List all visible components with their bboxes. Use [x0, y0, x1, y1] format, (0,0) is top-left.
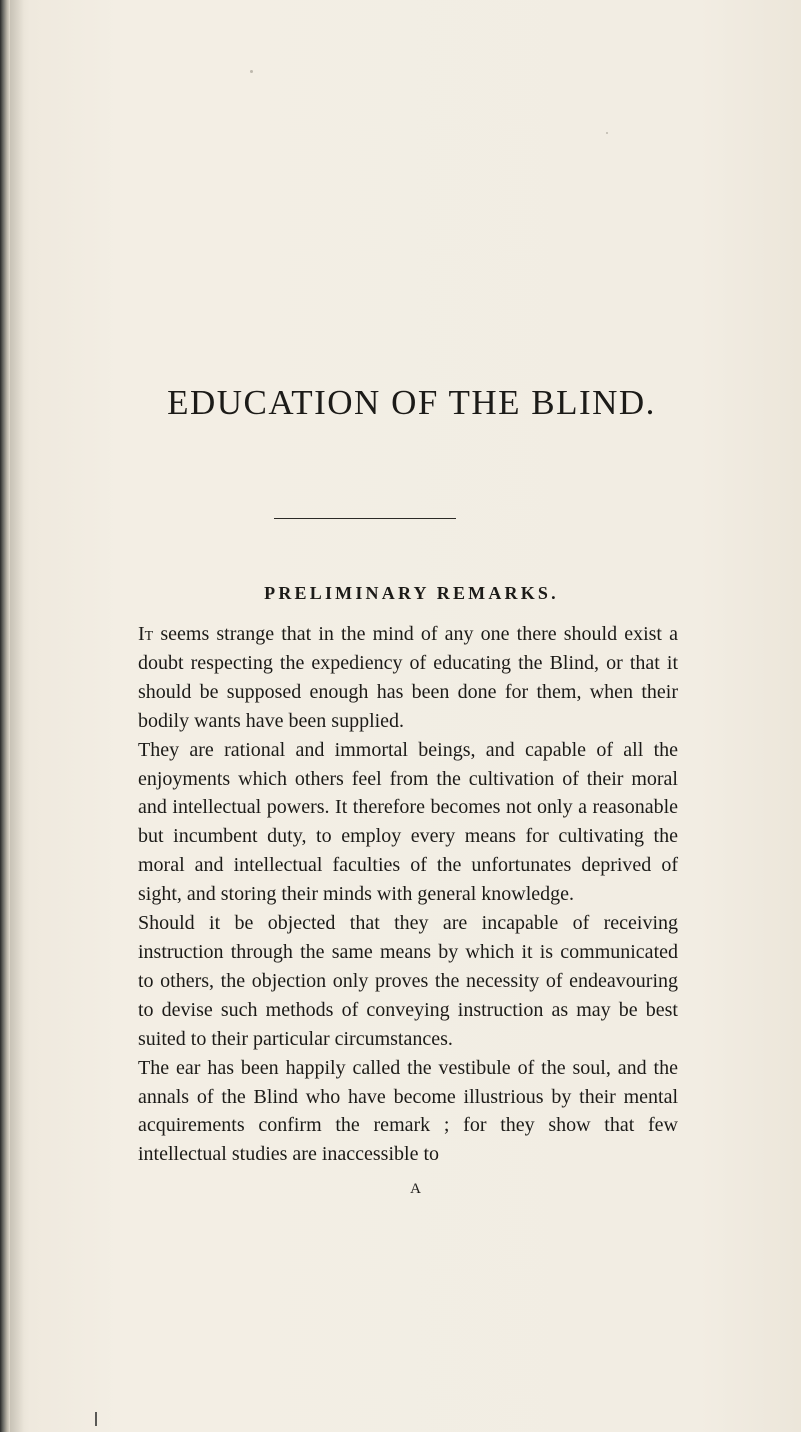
signature-mark: A	[410, 1181, 421, 1197]
paper-fleck	[95, 1412, 97, 1426]
binding-edge	[0, 0, 10, 1432]
paragraph-4: The ear has been happily called the vestibule of the soul, and the annals of the Blind who have become illustrious by their mental acquirements confirm the remark ; for they show that few intellectual studies are inaccessible to	[138, 1056, 678, 1166]
paragraph-1-text: seems strange that in the mind of any one there should exist a doubt respecting the expediency of educating the Blind, or that it should be supposed enough has been done for them, when their bodily wants have been supplied.	[138, 623, 678, 732]
paragraph-2: They are rational and immortal beings, and capable of all the enjoyments which others feel from the cultivation of their moral and intellectual powers. It therefore becomes not only a reasonable but incumbent duty, to employ every means for cultivating the moral and intellectual faculties of the unfortunates deprived of sight, and storing their minds with general knowledge.	[138, 738, 678, 906]
paper-fleck	[250, 70, 253, 73]
paper-fleck	[606, 132, 608, 134]
section-heading: PRELIMINARY REMARKS.	[264, 583, 559, 603]
paragraph-1	[138, 620, 678, 736]
paragraph-lead-word: It	[138, 623, 154, 645]
main-title: EDUCATION OF THE BLIND.	[167, 383, 656, 422]
binding-shadow	[10, 0, 24, 1432]
body-text	[138, 620, 678, 1169]
title-rule	[274, 518, 456, 519]
paragraph-3: Should it be objected that they are incapable of receiving instruction through the same means by which it is communicated to others, the objection only proves the necessity of endeavouring to devise such methods of conveying instruction as may be best suited to their particular circumstances.	[138, 912, 678, 1050]
